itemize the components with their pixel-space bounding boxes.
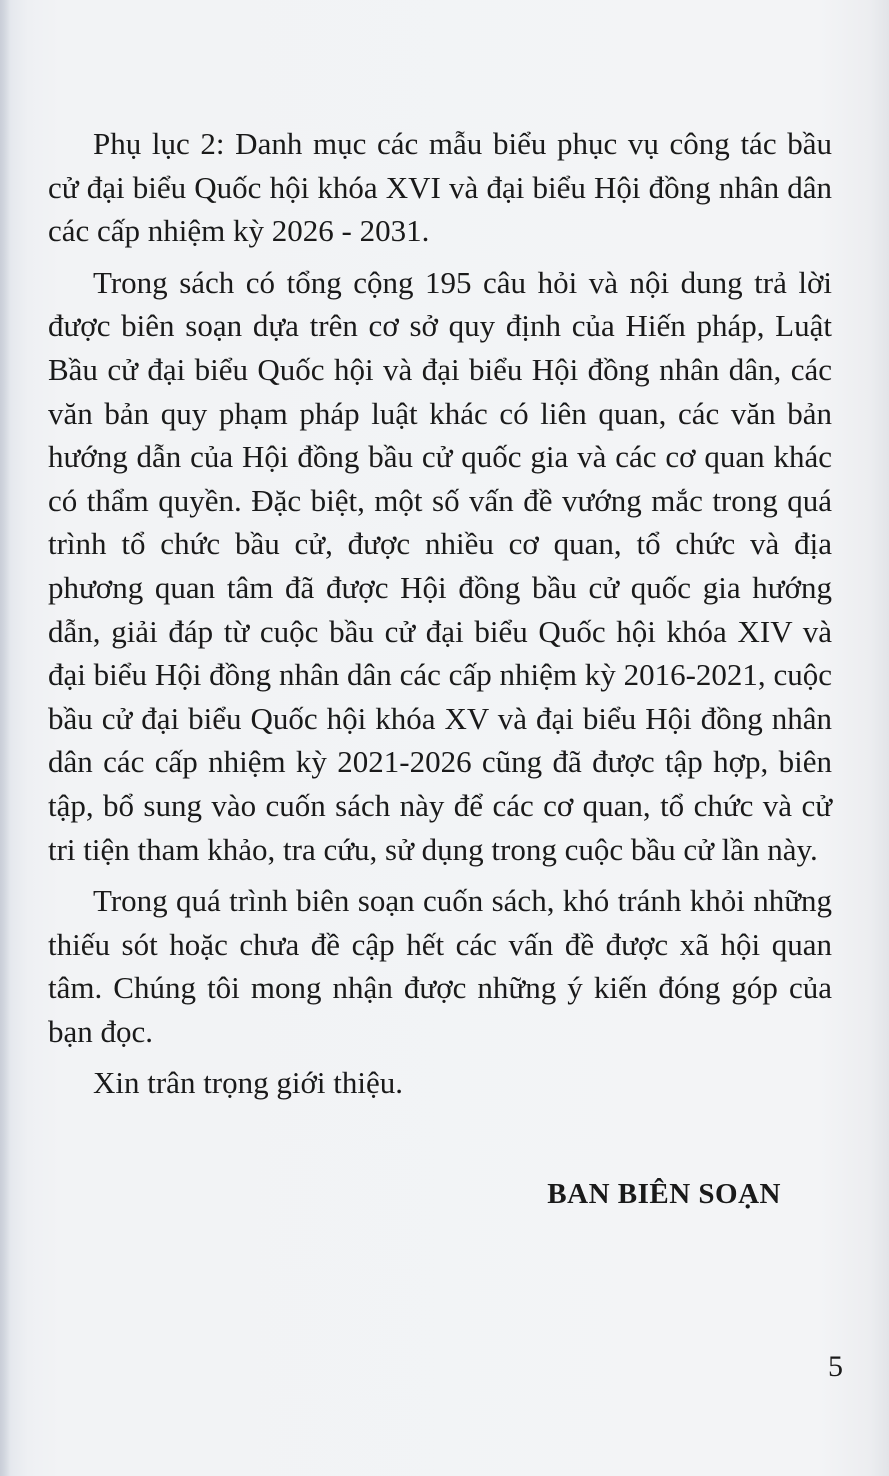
paragraph-feedback: Trong quá trình biên soạn cuốn sách, khó tránh khỏi những thiếu sót hoặc chưa đề cập hết các vấn đề được xã hội quan tâm. Chúng tôi mong nhận được những ý kiến đóng góp của bạn đọc. (48, 883, 832, 1049)
spine-shadow (0, 0, 10, 1476)
paragraph-appendix: Phụ lục 2: Danh mục các mẫu biểu phục vụ công tác bầu cử đại biểu Quốc hội khóa XVI và đại biểu Hội đồng nhân dân các cấp nhiệm kỳ 2026 - 2031. (48, 126, 832, 249)
signature-editorial-board: BAN BIÊN SOẠN (547, 1178, 781, 1210)
page-body (48, 122, 832, 1113)
page-number: 5 (828, 1350, 843, 1383)
closing-line: Xin trân trọng giới thiệu. (93, 1065, 403, 1101)
paragraph-book-contents: Trong sách có tổng cộng 195 câu hỏi và nội dung trả lời được biên soạn dựa trên cơ sở quy định của Hiến pháp, Luật Bầu cử đại biểu Quốc hội và đại biểu Hội đồng nhân dân, các văn bản quy phạm pháp luật khác có liên quan, các văn bản hướng dẫn của Hội đồng bầu cử quốc gia và các cơ quan khác có thẩm quyền. Đặc biệt, một số vấn đề vướng mắc trong quá trình tổ chức bầu cử, được nhiều cơ quan, tổ chức và địa phương quan tâm đã được Hội đồng bầu cử quốc gia hướng dẫn, giải đáp từ cuộc bầu cử đại biểu Quốc hội khóa XIV và đại biểu Hội đồng nhân dân các cấp nhiệm kỳ 2016-2021, cuộc bầu cử đại biểu Quốc hội khóa XV và đại biểu Hội đồng nhân dân các cấp nhiệm kỳ 2021-2026 cũng đã được tập hợp, biên tập, bổ sung vào cuốn sách này để các cơ quan, tổ chức và cử tri tiện tham khảo, tra cứu, sử dụng trong cuộc bầu cử lần này. (48, 264, 832, 867)
